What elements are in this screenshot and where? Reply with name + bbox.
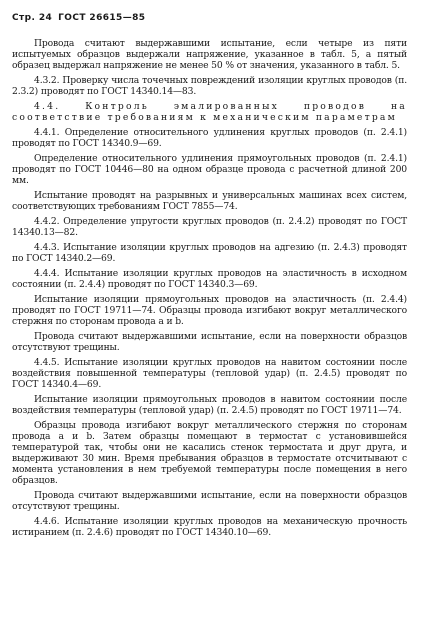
paragraph-4-4-6: 4.4.6. Испытание изоляции круглых проводов на механическую прочность истиранием (п. 2.4.6) проводят по ГОСТ 14340.10—69.	[12, 516, 407, 538]
paragraph-4-4-5: 4.4.5. Испытание изоляции круглых проводов на навитом состоянии после воздействия повышенной температуры (тепловой удар) (п. 2.4.5) проводят по ГОСТ 14340.4—69.	[12, 357, 407, 390]
paragraph-thermostat-procedure: Образцы провода изгибают вокруг металлического стержня по сторонам провода a и b. Затем образцы помещают в термостат с установившейся температурой так, чтобы они не касались стенок термостата и друг друга, и выдерживают 30 мин. Время пребывания образцов в термостате отсчитывают с момента установления в нем требуемой температуры после помещения в него образцов.	[12, 420, 407, 486]
page-number: Стр. 24	[12, 13, 53, 23]
paragraph-elasticity-rectangular: Испытание изоляции прямоугольных проводов на эластичность (п. 2.4.4) проводят по ГОСТ 19711—74. Образцы провода изгибают вокруг металлического стержня по сторонам провода a и b.	[12, 294, 407, 327]
paragraph-acceptance-cracks-2: Провода считают выдержавшими испытание, если на поверхности образцов отсутствуют трещины.	[12, 490, 407, 512]
paragraph-acceptance-voltage: Провода считают выдержавшими испытание, если четыре из пяти испытуемых образцов выдержали напряжение, указанное в табл. 5, а пятый образец выдержал напряжение не менее 50 % от значения, указанного в табл. 5.	[12, 38, 407, 71]
paragraph-testing-machines: Испытание проводят на разрывных и универсальных машинах всех систем, соответствующих требованиям ГОСТ 7855—74.	[12, 190, 407, 212]
paragraph-4-4-3: 4.4.3. Испытание изоляции круглых проводов на адгезию (п. 2.4.3) проводят по ГОСТ 14340.2—69.	[12, 242, 407, 264]
page-header	[12, 13, 151, 23]
paragraph-4-4-2: 4.4.2. Определение упругости круглых проводов (п. 2.4.2) проводят по ГОСТ 14340.13—82.	[12, 216, 407, 238]
document-body	[12, 38, 407, 542]
paragraph-4-4-1: 4.4.1. Определение относительного удлинения круглых проводов (п. 2.4.1) проводят по ГОСТ 14340.9—69.	[12, 127, 407, 149]
paragraph-thermal-shock-rectangular: Испытание изоляции прямоугольных проводов в навитом состоянии после воздействия температуры (тепловой удар) (п. 2.4.5) проводят по ГОСТ 19711—74.	[12, 394, 407, 416]
paragraph-4-3-2: 4.3.2. Проверку числа точечных повреждений изоляции круглых проводов (п. 2.3.2) проводят по ГОСТ 14340.14—83.	[12, 75, 407, 97]
paragraph-acceptance-cracks-1: Провода считают выдержавшими испытание, если на поверхности образцов отсутствуют трещины.	[12, 331, 407, 353]
section-heading-4-4: 4.4. Контроль эмалированных проводов на соответствие требованиям к механическим параметрам	[12, 101, 407, 123]
standard-number: ГОСТ 26615—85	[58, 13, 146, 23]
paragraph-4-4-4: 4.4.4. Испытание изоляции круглых проводов на эластичность в исходном состоянии (п. 2.4.4) проводят по ГОСТ 14340.3—69.	[12, 268, 407, 290]
paragraph-elongation-rectangular: Определение относительного удлинения прямоугольных проводов (п. 2.4.1) проводят по ГОСТ 10446—80 на одном образце провода с расчетной длиной 200 мм.	[12, 153, 407, 186]
